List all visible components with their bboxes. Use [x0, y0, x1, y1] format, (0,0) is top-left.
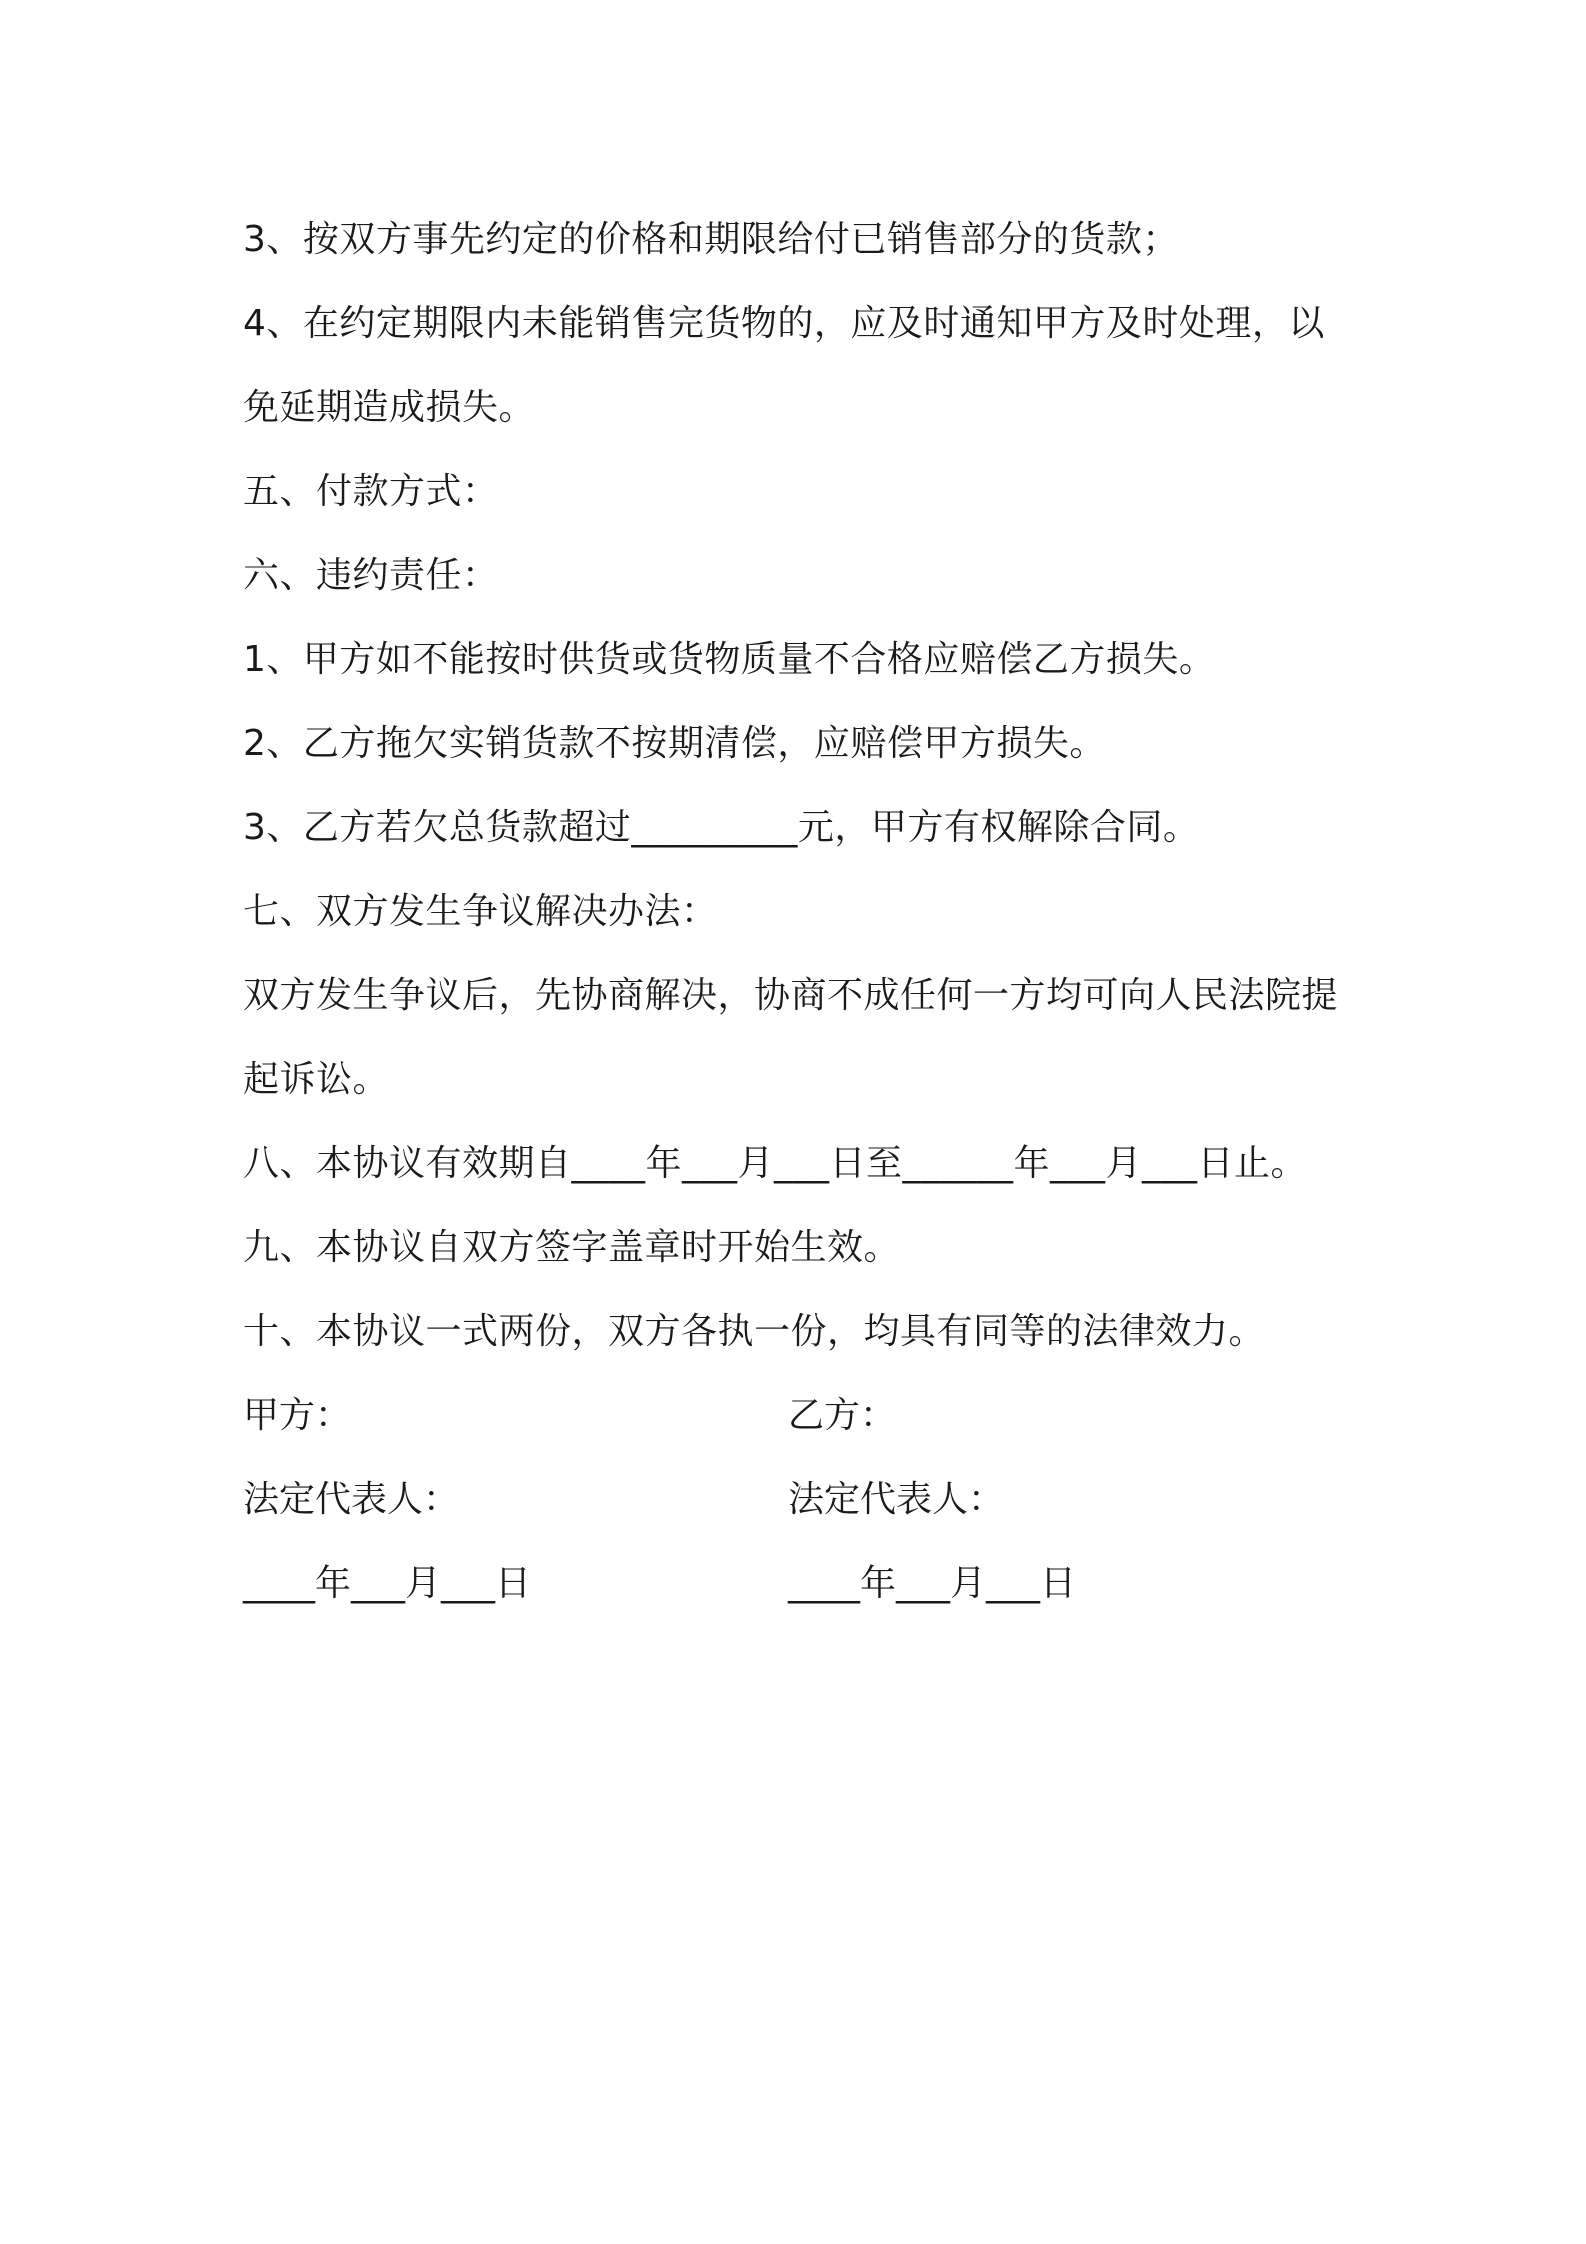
document-body: [243, 198, 1363, 1626]
section-6-liability: 六、违约责任：: [243, 555, 499, 596]
liability-3: 3、乙方若欠总货款超过_________元，甲方有权解除合同。: [243, 807, 1200, 848]
signature-date-row: [243, 1542, 1363, 1626]
party-a-label: 甲方：: [243, 1395, 352, 1436]
dispute-text-cont: 起诉讼。: [243, 1059, 390, 1100]
date-b: ____年___月___日: [788, 1563, 1077, 1604]
section-5-payment-method: 五、付款方式：: [243, 471, 499, 512]
signature-rep-row: [243, 1458, 1363, 1542]
section-10-copies: 十、本协议一式两份，双方各执一份，均具有同等的法律效力。: [243, 1311, 1266, 1352]
rep-b-label: 法定代表人：: [788, 1479, 1005, 1520]
clause-4-notify: 4、在约定期限内未能销售完货物的，应及时通知甲方及时处理，以: [243, 303, 1325, 344]
liability-1: 1、甲方如不能按时供货或货物质量不合格应赔偿乙方损失。: [243, 639, 1216, 680]
section-9-effective: 九、本协议自双方签字盖章时开始生效。: [243, 1227, 901, 1268]
section-7-dispute: 七、双方发生争议解决办法：: [243, 891, 718, 932]
rep-a-label: 法定代表人：: [243, 1479, 460, 1520]
clause-4-notify-cont: 免延期造成损失。: [243, 387, 536, 428]
section-8-validity: 八、本协议有效期自____年___月___日至______年___月___日止。: [243, 1143, 1308, 1184]
date-a: ____年___月___日: [243, 1563, 532, 1604]
clause-3-payment: 3、按双方事先约定的价格和期限给付已销售部分的货款；: [243, 219, 1179, 260]
party-b-label: 乙方：: [788, 1395, 897, 1436]
liability-2: 2、乙方拖欠实销货款不按期清偿，应赔偿甲方损失。: [243, 723, 1106, 764]
dispute-text: 双方发生争议后，先协商解决，协商不成任何一方均可向人民法院提: [243, 975, 1339, 1016]
signature-party-row: [243, 1374, 1363, 1458]
